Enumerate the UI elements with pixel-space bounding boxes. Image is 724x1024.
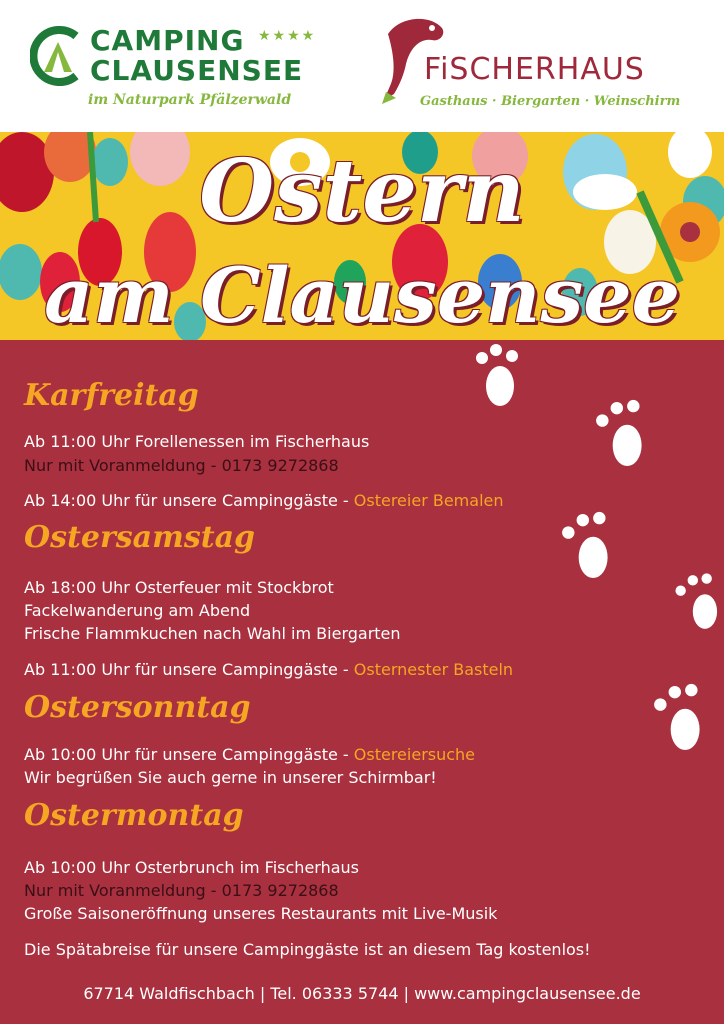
schedule-text: Ab 14:00 Uhr für unsere Campinggäste -	[24, 491, 354, 510]
schedule-text: Ab 11:00 Uhr für unsere Campinggäste -	[24, 660, 354, 679]
paw-print-icon	[470, 342, 530, 408]
clausensee-word: CLAUSENSEE	[90, 54, 304, 87]
schedule-line	[24, 660, 513, 679]
schedule-line: Die Spätabreise für unsere Campinggäste ist an diesem Tag kostenlos!	[24, 940, 591, 959]
schedule-line: Ab 11:00 Uhr Forellenessen im Fischerhaus	[24, 432, 370, 451]
schedule-line: Wir begrüßen Sie auch gerne in unserer Schirmbar!	[24, 768, 437, 787]
camping-word: CAMPING	[90, 24, 245, 57]
fischerhaus-subtitle: Gasthaus · Biergarten · Weinschirm	[420, 94, 681, 109]
schedule-line	[24, 491, 504, 510]
paw-print-icon	[672, 566, 724, 638]
day-heading-ostersonntag: Ostersonntag	[24, 690, 251, 725]
paw-print-icon	[558, 510, 620, 582]
day-heading-ostersamstag: Ostersamstag	[24, 520, 256, 555]
camping-tent-icon	[30, 24, 86, 88]
highlight-text: Ostereier Bemalen	[353, 491, 504, 510]
camping-clausensee-logo	[30, 20, 320, 120]
title-am-clausensee: am Clausensee	[44, 251, 680, 340]
schedule-text: Ab 10:00 Uhr für unsere Campinggäste -	[24, 745, 354, 764]
highlight-text: Ostereiersuche	[353, 745, 476, 764]
highlight-text: Osternester Basteln	[353, 660, 514, 679]
footer-contact: 67714 Waldfischbach | Tel. 06333 5744 | www.campingclausensee.de	[83, 984, 641, 1003]
paw-print-icon	[592, 398, 654, 470]
title-ostern: Ostern	[199, 141, 525, 242]
reservation-note: Nur mit Voranmeldung - 0173 9272868	[24, 881, 339, 900]
schedule-line: Ab 18:00 Uhr Osterfeuer mit Stockbrot	[24, 578, 334, 597]
camping-subtitle: im Naturpark Pfälzerwald	[88, 92, 292, 108]
schedule-line: Ab 10:00 Uhr Osterbrunch im Fischerhaus	[24, 858, 359, 877]
schedule-line: Frische Flammkuchen nach Wahl im Biergarten	[24, 624, 401, 643]
day-heading-ostermontag: Ostermontag	[24, 798, 244, 833]
schedule-line: Große Saisoneröffnung unseres Restaurants mit Live-Musik	[24, 904, 498, 923]
day-heading-karfreitag: Karfreitag	[24, 378, 199, 413]
rating-stars: ★★★★	[258, 28, 317, 44]
reservation-note: Nur mit Voranmeldung - 0173 9272868	[24, 456, 339, 475]
header	[0, 0, 724, 132]
fischerhaus-name: FiSCHERHAUS	[424, 52, 645, 87]
schedule-line: Fackelwanderung am Abend	[24, 601, 251, 620]
schedule-line	[24, 745, 475, 764]
paw-print-icon	[650, 682, 712, 754]
fischerhaus-logo	[380, 14, 700, 114]
